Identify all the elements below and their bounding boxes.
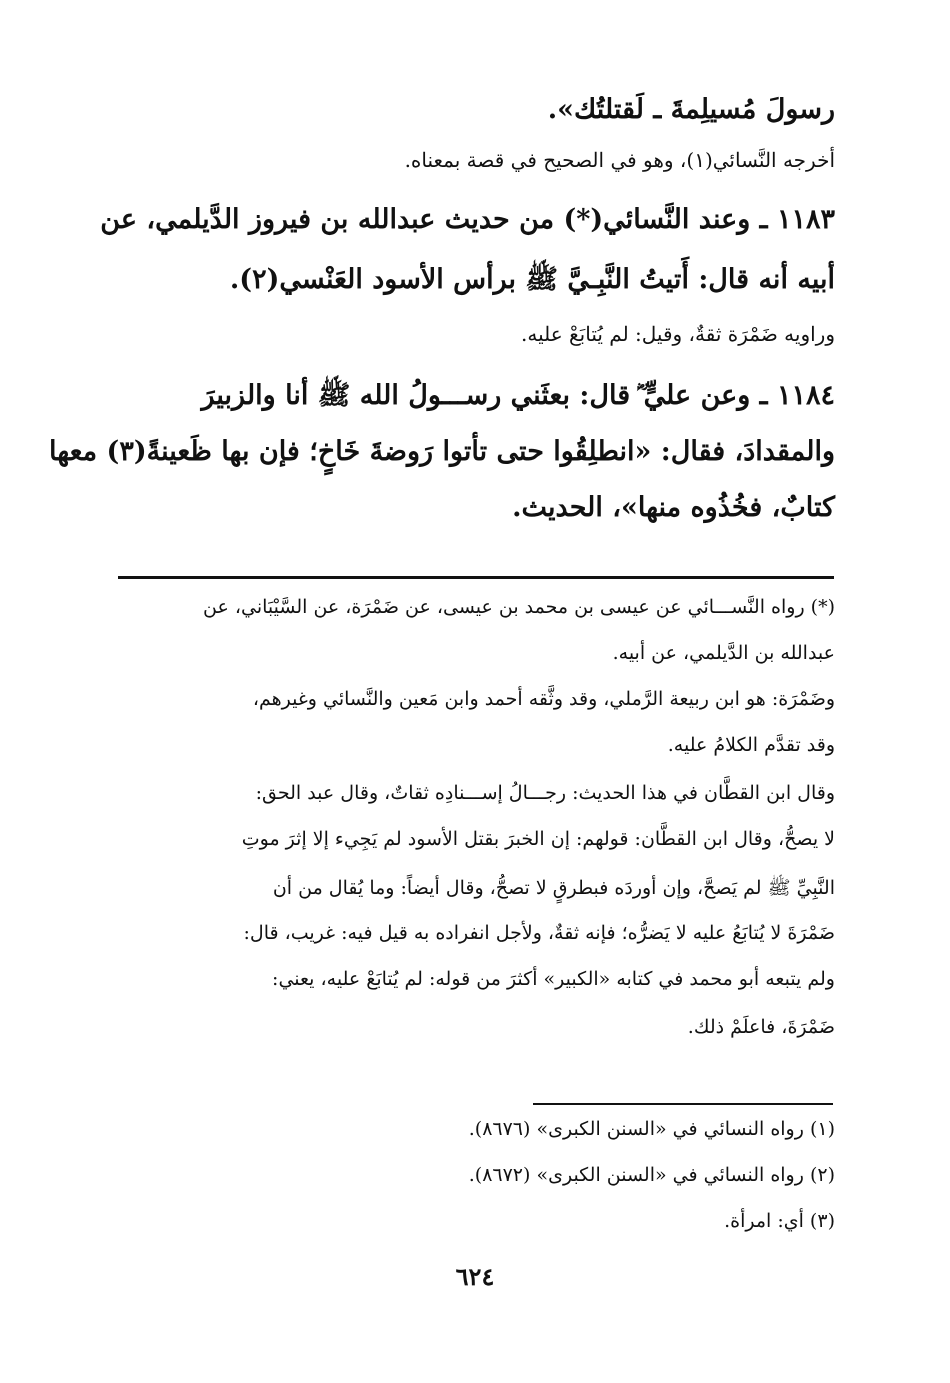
note-line: (*) رواه النَّســـائي عن عيسى بن محمد بن عيسى، عن ضَمْرَة، عن السَّيْبَاني، عن <box>203 596 835 618</box>
note-line: ضَمْرَةَ، فاعلَمْ ذلك. <box>687 1016 835 1038</box>
note-line: عبدالله بن الدَّيلمي، عن أبيه. <box>612 642 835 664</box>
text-line: أخرجه النَّسائي(١)، وهو في الصحيح في قصة بمعناه. <box>404 148 835 172</box>
footnote-2: (٢) رواه النسائي في «السنن الكبرى» (٨٦٧٢). <box>468 1164 835 1186</box>
note-line: وقال ابن القطَّان في هذا الحديث: رجـــالُ إســـنادِه ثقاتٌ، وقال عبد الحق: <box>255 782 835 804</box>
note-line: النَّبِيِّ ﷺ لم يَصحَّ، وإن أوردَه فبطرقٍ لا تصحُّ، وقال أيضاً: وما يُقال من أن <box>272 877 835 899</box>
footnote-1: (١) رواه النسائي في «السنن الكبرى» (٨٦٧٦). <box>468 1118 835 1140</box>
text-line: أبيه أنه قال: أَتيتُ النَّبِـيَّ ﷺ برأس الأسود العَنْسي(٢). <box>229 264 835 295</box>
text-line: ١١٨٣ ـ وعند النَّسائي(*) من حديث عبدالله بن فيروز الدَّيلمي، عن <box>100 204 835 235</box>
footnote-3: (٣) أي: امرأة. <box>724 1210 835 1232</box>
note-line: لا يصحُّ، وقال ابن القطَّان: قولهم: إن الخبرَ بقتل الأسود لم يَجِيء إلا إثرَ موتِ <box>241 828 835 850</box>
text-line: ١١٨٤ ـ وعن عليٍّ ؓ قال: بعثَني رســـولُ الله ﷺ أنا والزبيرَ <box>201 380 835 411</box>
text-line: كتابٌ، فخُذُوه منها»، الحديث. <box>512 492 835 523</box>
page-number: ٦٢٤ <box>455 1262 495 1291</box>
note-line: وقد تقدَّم الكلامُ عليه. <box>667 734 835 756</box>
note-line: ولم يتبعه أبو محمد في كتابه «الكبير» أكثرَ من قوله: لم يُتابَعْ عليه، يعني: <box>272 968 835 990</box>
text-line: وراويه ضَمْرَة ثقةٌ، وقيل: لم يُتابَعْ عليه. <box>520 322 835 346</box>
text-line: والمقدادَ، فقال: «انطلِقُوا حتى تأتوا رَوضةَ خَاخٍ؛ فإن بها ظَعينةً(٣) معها <box>48 436 835 467</box>
text-line: رسولَ مُسيلِمةَ ـ لَقتلتُك». <box>547 94 835 125</box>
section-divider <box>118 576 834 579</box>
note-line: وضَمْرَة: هو ابن ربيعة الرَّملي، وقد وثَّقه أحمد وابن مَعين والنَّسائي وغيرهم، <box>252 688 835 710</box>
note-line: ضَمْرَةَ لا يُتابَعُ عليه لا يَضرُّه؛ فإنه ثقةٌ، ولأجل انفراده به قيل فيه: غريب، قال: <box>243 922 835 944</box>
footnote-divider <box>533 1103 833 1105</box>
